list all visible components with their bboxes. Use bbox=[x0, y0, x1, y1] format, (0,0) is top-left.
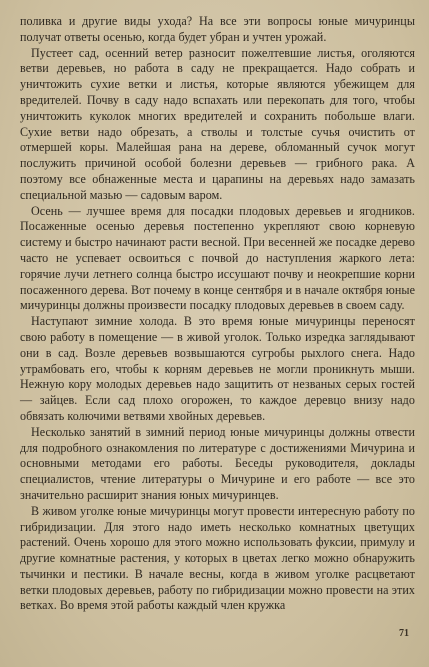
paragraph-2: Пустеет сад, осенний ветер разносит пожелтевшие листья, оголяются ветви деревьев, но работа в саду не прекращается. Надо собрать и уничтожить сухие ветки и листья, которые являются убежищем для вредителей. Почву в саду надо вспахать или перекопать для того, чтобы уничтожить куколок многих вредителей и сохранить побольше влаги. Сухие ветви надо обрезать, а стволы и толстые сучья очистить от отмершей коры. Малейшая рана на дереве, обломанный сучок могут послужить причиной особой болезни деревьев — грибного рака. А поэтому все обнаженные места и царапины на деревьях надо замазать специальной мазью — садовым варом. bbox=[20, 45, 415, 202]
page-body-text bbox=[20, 14, 415, 614]
paragraph-3: Осень — лучшее время для посадки плодовых деревьев и ягодников. Посаженные осенью деревья постепенно укрепляют свою корневую систему и быстро начинают расти весной. При весенней же посадке дерево часто не успевает освоиться с почвой до наступления жаркого лета: горячие лучи летнего солнца быстро иссушают почву и неокрепшие корни посаженного дерева. Вот почему в конце сентября и в начале октября юные мичуринцы должны произвести посадку плодовых деревьев в своем саду. bbox=[20, 203, 415, 313]
paragraph-5: Несколько занятий в зимний период юные мичуринцы должны отвести для подробного ознакомления по литературе с достижениями Мичурина и основными методами его работы. Беседы руководителя, доклады специалистов, чтение литературы о Мичурине и его работе — все это значительно расширит знания юных мичуринцев. bbox=[20, 424, 415, 502]
page-number: 71 bbox=[399, 628, 409, 639]
paragraph-1: поливка и другие виды ухода? На все эти вопросы юные мичуринцы получат ответы осенью, когда будет убран и учтен урожай. bbox=[20, 14, 415, 44]
paragraph-4: Наступают зимние холода. В это время юные мичуринцы переносят свою работу в помещение — в живой уголок. Только изредка заглядывают они в сад. Возле деревьев возвышаются сугробы рыхлого снега. Надо утрамбовать его, чтобы к корням деревьев не могли проникнуть мыши. Нежную кору молодых деревьев надо защитить от незваных серых гостей — зайцев. Если сад плохо огорожен, то каждое деревцо внизу надо обвязать колючими ветвями хвойных деревьев. bbox=[20, 314, 415, 423]
paragraph-6: В живом уголке юные мичуринцы могут провести интересную работу по гибридизации. Для этого надо иметь несколько комнатных цветущих растений. Очень хорошо для этого можно использовать фуксии, примулу и другие комнатные растения, у которых в цветах легко можно обнаружить тычинки и пестики. В начале весны, когда в живом уголке расцветают ветки плодовых деревьев, работу по гибридизации можно провести на этих ветках. Во время этой работы каждый член кружка bbox=[20, 503, 415, 613]
